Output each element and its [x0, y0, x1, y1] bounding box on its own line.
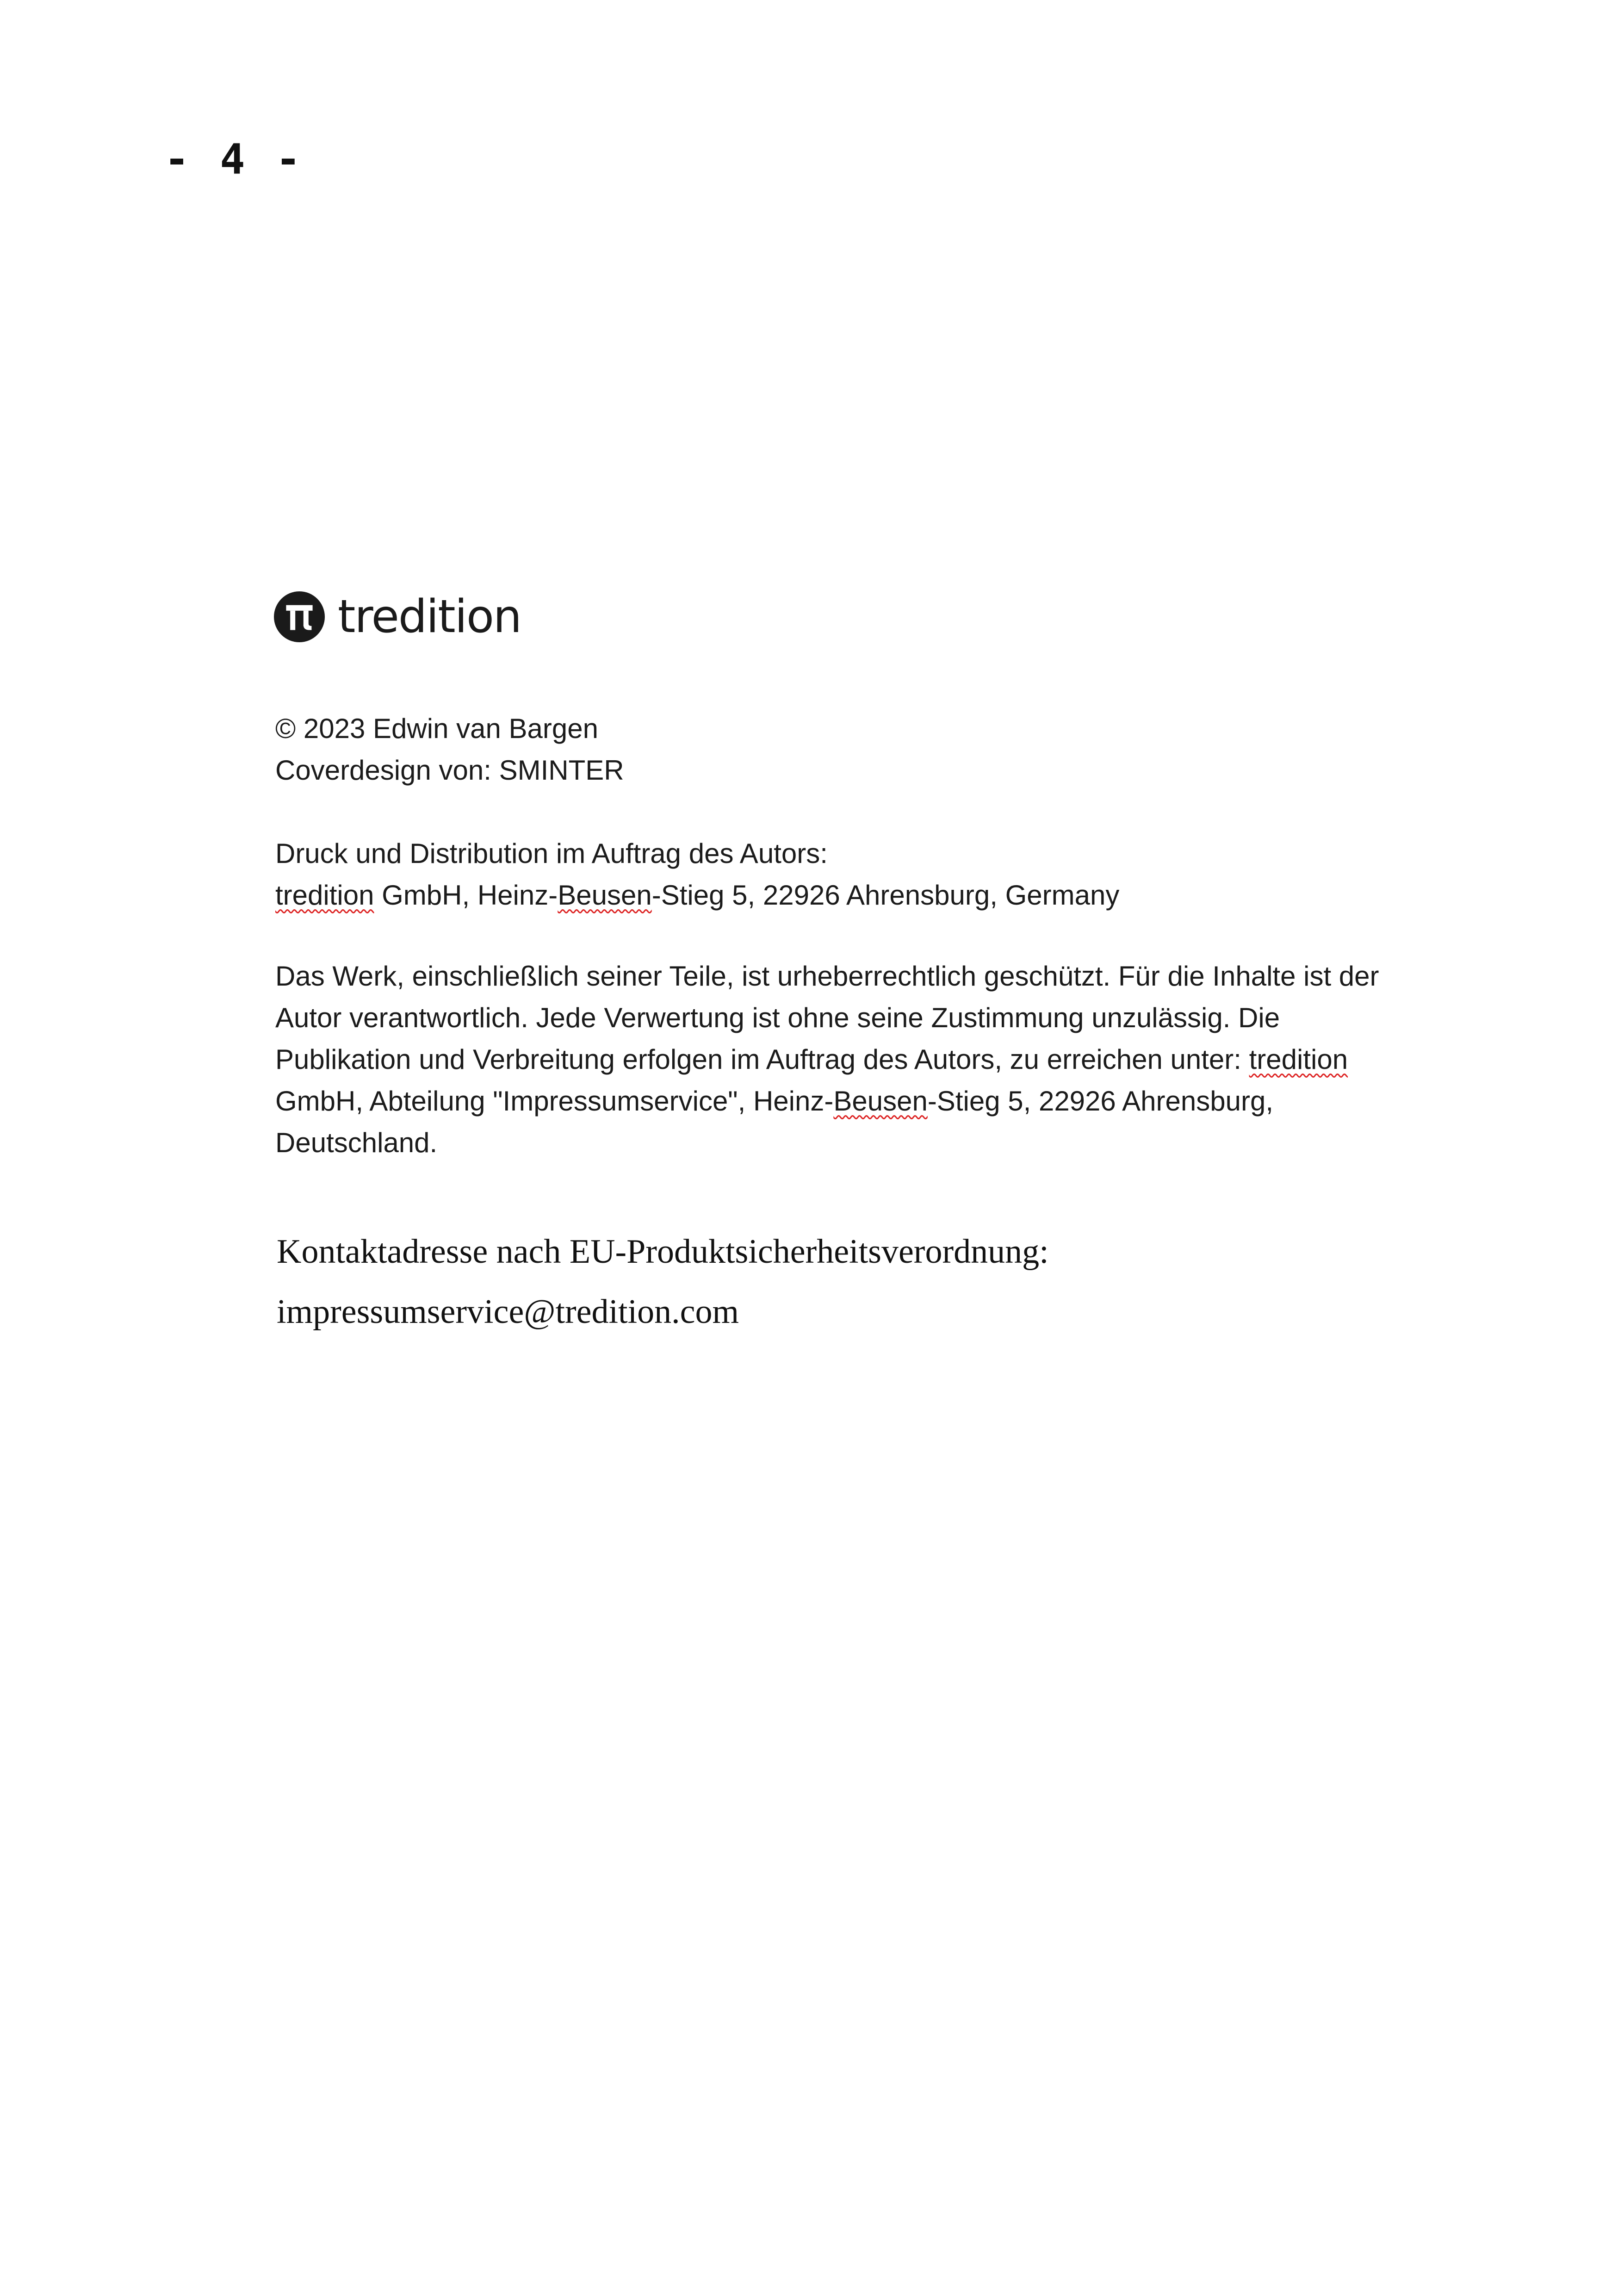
copyright-notice-block [275, 956, 1423, 1164]
contact-block [277, 1222, 1049, 1342]
contact-email: impressumservice@tredition.com [277, 1293, 739, 1331]
publisher-logo [274, 591, 521, 642]
publisher-name: tredition [338, 590, 521, 643]
copyright-line: © 2023 Edwin van Bargen [275, 713, 598, 744]
page-number: - 4 - [164, 135, 304, 184]
contact-heading: Kontaktadresse nach EU-Produktsicherheitsverordnung: [277, 1233, 1049, 1271]
notice-text: GmbH, Abteilung "Impressumservice", Heinz- [275, 1086, 834, 1117]
street-name: Beusen [833, 1086, 928, 1117]
company-name: tredition [275, 880, 374, 911]
tredition-logo-icon [274, 591, 325, 642]
print-distribution-block [275, 833, 1423, 916]
notice-text: -Stieg 5, 22926 Ahrensburg, Deutschland. [275, 1086, 1274, 1158]
address-part: GmbH, Heinz- [374, 880, 558, 911]
cover-design-line: Coverdesign von: SMINTER [275, 755, 624, 786]
notice-text: Das Werk, einschließlich seiner Teile, ist urheberrechtlich geschützt. Für die Inhalte ist der Autor verantwortlich. Jede Verwertung ist ohne seine Zustimmung unzulässig. Die Publikation und Verbreitung erfolgen im Auftrag des Autors, zu erreichen unter: [275, 961, 1379, 1075]
print-address [275, 875, 1423, 916]
company-name: tredition [1249, 1044, 1348, 1075]
address-part: -Stieg 5, 22926 Ahrensburg, Germany [651, 880, 1120, 911]
copyright-notice [275, 956, 1423, 1164]
street-name: Beusen [558, 880, 652, 911]
print-heading: Druck und Distribution im Auftrag des Autors: [275, 838, 828, 869]
copyright-block [275, 708, 1423, 791]
